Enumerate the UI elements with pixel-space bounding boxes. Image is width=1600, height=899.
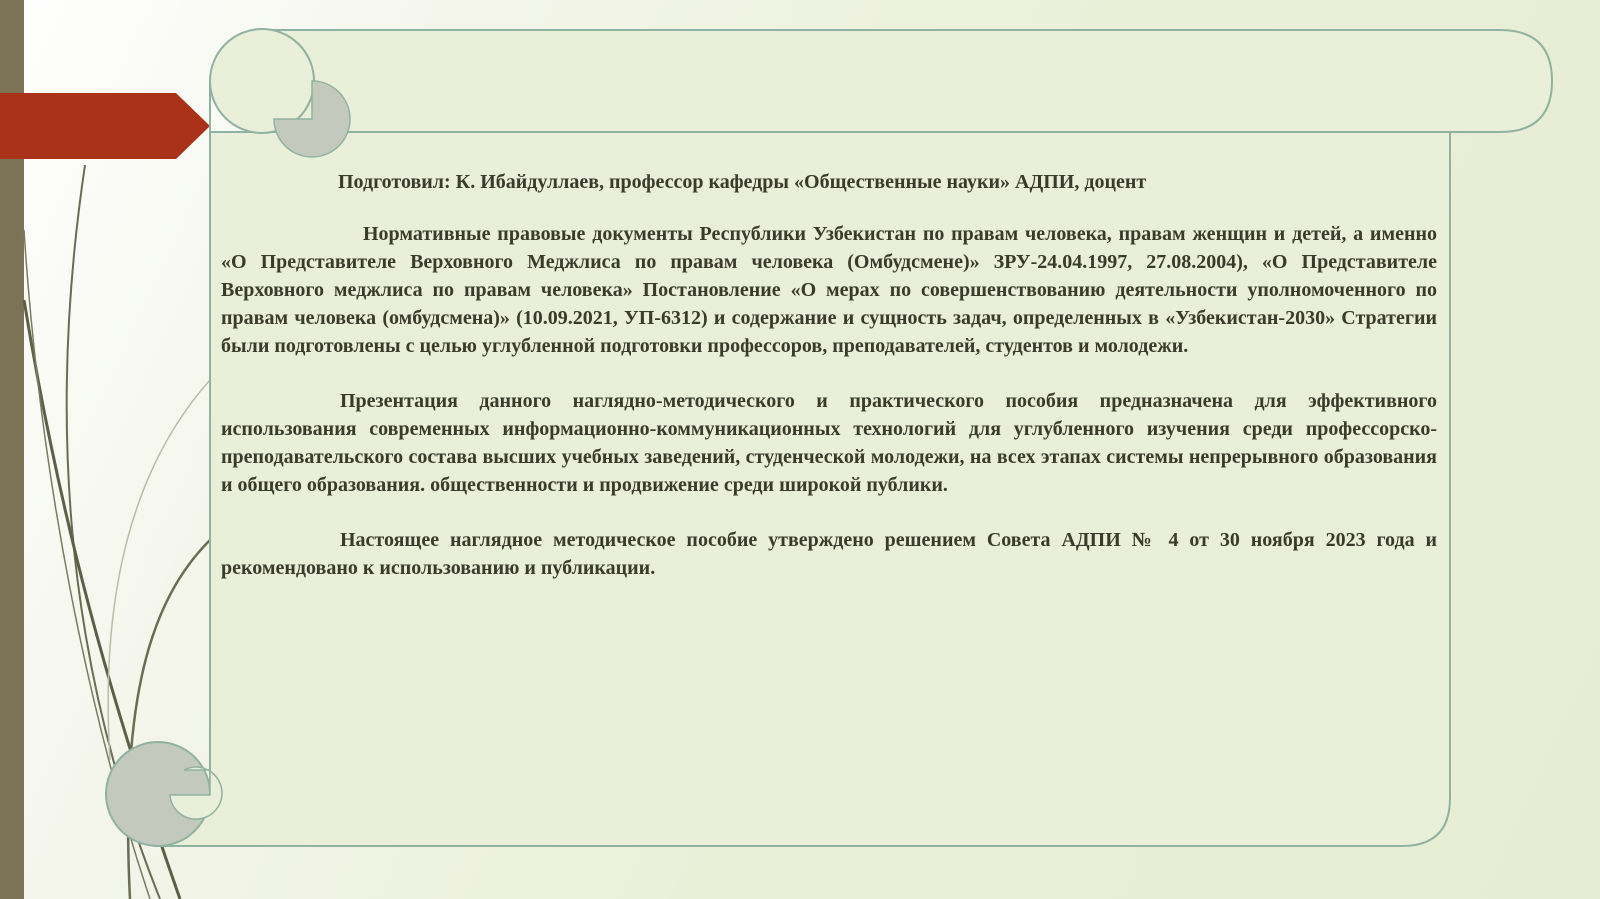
- paragraph-presentation-purpose: Презентация данного наглядно-методического и практического пособия предназначена для эффективного использования современных информационно-коммуникационных технологий для углубленного изучения среди профессорско-преподавательского состава высших учебных заведений, студенческой молодежи, на всех этапах системы непрерывного образования и общего образования. общественности и продвижение среди широкой публики.: [221, 390, 1437, 496]
- author-byline: Подготовил: К. Ибайдуллаев, профессор кафедры «Общественные науки» АДПИ, доцент: [338, 171, 1147, 193]
- paragraph-legal-documents: Нормативные правовые документы Республики Узбекистан по правам человека, правам женщин и детей, а именно «О Представителе Верховного Меджлиса по правам человека (Омбудсмене)» ЗРУ-24.04.1997, 27.08.2004), «О Представителе Верховного меджлиса по правам человека» Постановление «О мерах по совершенствованию деятельности уполномоченного по правам человека (омбудсмена)» (10.09.2021, УП-6312) и содержание и сущность задач, определенных в «Узбекистан-2030» Стратегии были подготовлены с целью углубленной подготовки профессоров, преподавателей, студентов и молодежи.: [221, 223, 1437, 357]
- slide-content: [221, 168, 1437, 609]
- paragraph-approval: Настоящее наглядное методическое пособие утверждено решением Совета АДПИ № 4 от 30 ноября 2023 года и рекомендовано к использованию и публикации.: [221, 529, 1437, 579]
